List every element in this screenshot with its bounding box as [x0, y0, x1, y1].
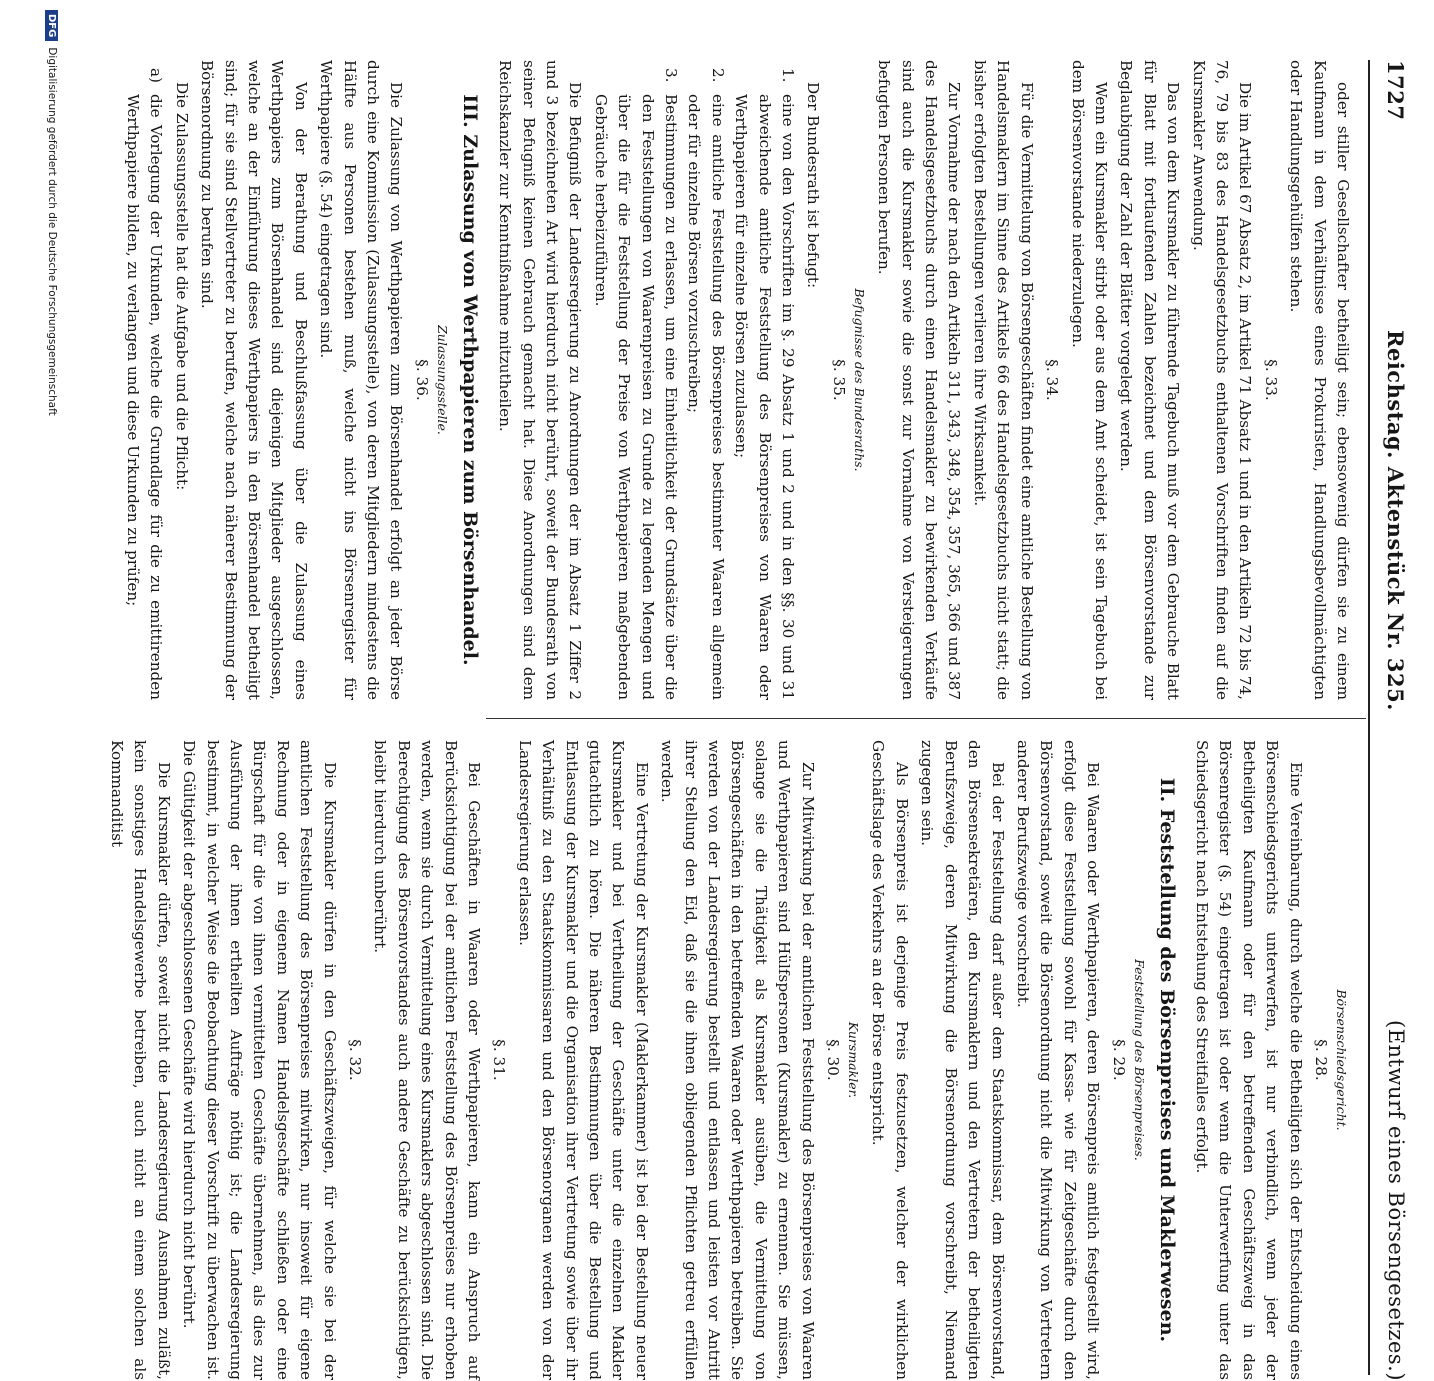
list-item-number: a) [147, 68, 166, 83]
list-item [121, 68, 168, 700]
section-number: §. 31. [490, 1039, 509, 1081]
list-item-text: eine amtliche Feststellung des Börsenpreises bestimmter Waaren allgemein oder für einzelne Börsen vorzuschreiben; [685, 94, 727, 700]
paragraph: Die Kursmakler dürfen, soweit nicht die Landesregierung Ausnahmen zuläßt, kein sonstiges Handelsgewerbe betreiben, auch nicht an einem solchen als Kommanditist [107, 740, 173, 1380]
paragraph: Von der Berathung und Beschlußfassung über die Zulassung eines Werthpapiers zum Börsenhandel sind diejenigen Mitglieder ausgeschlossen, welche an der Einführung dieses Werthpapiers in den Börsenhandel betheiligt sind; für sie sind Stellvertreter zu berufen, welche nach näherer Bestimmung der Börsenordnung zu berufen sind. [198, 60, 310, 700]
section-heading: Kursmakler. [846, 1021, 862, 1099]
section-heading: Feststellung des Börsenpreises. [1131, 959, 1147, 1161]
paragraph: Als Börsenpreis ist derjenige Preis festzusetzen, welcher der wirklichen Geschäftslage des Verkehrs an der Börse entspricht. [869, 740, 911, 1380]
enumerated-list [121, 60, 168, 700]
paragraph: Die im Artikel 67 Absatz 2, im Artikel 71 Absatz 1 und in den Artikeln 72 bis 74, 76, 79 bis 83 des Handelsgesetzbuchs enthaltenen Vorschriften finden auf die Kursmakler Anwendung. [1189, 60, 1255, 700]
text-column-left [123, 60, 1354, 700]
list-item [682, 68, 729, 700]
list-item-text: Bestimmungen zu erlassen, um eine Einheitlichkeit der Grundsätze über die den Feststellungen von Waarenpreisen zu Grunde zu legenden Mengen und über die für die Feststellung der Preise von Werthpapieren maßgebenden Gebräuche herbeizuführen. [591, 94, 681, 700]
section-heading: Börsenschiedsgericht. [1334, 989, 1349, 1131]
section-number: §. 34. [1043, 359, 1062, 401]
credit-text: Digitalisierung gefördert durch die Deutsche Forschungsgemeinschaft [46, 47, 58, 416]
paragraph: Zur Mitwirkung bei der amtlichen Feststellung des Börsenpreises von Waaren und Werthpapieren sind Hülfspersonen (Kursmakler) zu ernennen. Sie müssen, solange sie die Thätigkeit als Kursmakler ausüben, die Vermittelung von Börsengeschäften in den betreffenden Waaren oder Werthpapieren betreiben. Sie werden von der Landesregierung bestellt und entlassen und leisten vor Antritt ihrer Stellung den Eid, daß sie die ihnen obliegenden Pflichten getreu erfüllen werden. [658, 740, 817, 1380]
dfg-logo: DFG [45, 10, 58, 41]
paragraph: Die Kursmakler dürfen in den Geschäftszweigen, für welche sie bei der amtlichen Feststellung des Börsenpreises mitwirken, nur insoweit für eigene Rechnung oder in eigenem Namen Handelsgeschäfte schließen oder eine Bürgschaft für die von ihnen vermittelten Geschäfte übernehmen, als dies zur Ausführung der ihnen ertheilten Aufträge nöthig ist; die Landesregierung bestimmt, in welcher Weise die Beobachtung dieser Vorschrift zu überwachen ist. Die Gültigkeit der abgeschlossenen Geschäfte wird hierdurch nicht berührt. [180, 740, 339, 1380]
section-number: §. 28. [1312, 1039, 1330, 1081]
paragraph: Bei der Feststellung darf außer dem Staatskommissar, dem Börsenvorstand, den Börsensekretären, den Kursmaklern und den Vertretern der betheiligten Berufszweige, deren Mitwirkung die Börsenordnung vorschreibt, Niemand zugegen sein. [918, 740, 1007, 1380]
list-item [729, 68, 799, 700]
paragraph: Die Befugniß der Landesregierung zu Anordnungen der im Absatz 1 Ziffer 2 und 3 bezeichneten Art wird hierdurch nicht berührt, soweit der Bundesrath von seiner Befugniß keinen Gebrauch gemacht hat. Diese Anordnungen sind dem Reichskanzler zur Kenntnißnahme mitzutheilen. [496, 60, 585, 700]
paragraph: Bei Geschäften in Waaren oder Werthpapieren, kann ein Anspruch auf Berücksichtigung bei der amtlichen Feststellung des Börsenpreises nur erhoben werden, wenn sie durch Vermittelung eines Kursmaklers abgeschlossen sind. Die Berechtigung des Börsenvorstandes auch andere Geschäfte zu berücksichtigen, bleibt hierdurch unberührt. [371, 740, 483, 1380]
list-item-number: 2. [708, 68, 727, 83]
paragraph: Die Zulassungsstelle hat die Aufgabe und die Pflicht: [172, 82, 191, 491]
text-column-right [107, 740, 1354, 1380]
chapter-heading: III. Zulassung von Werthpapieren zum Börsenhandel. [458, 94, 481, 666]
chapter-heading: II. Feststellung des Börsenpreises und Maklerwesen. [1155, 777, 1178, 1343]
section-number: §. 32. [345, 1039, 364, 1081]
paragraph: Wenn ein Kursmakler stirbt oder aus dem Amt scheidet, ist sein Tagebuch bei dem Börsenvorstande niederzulegen. [1068, 60, 1110, 700]
section-number: §. 29. [1109, 1039, 1128, 1081]
running-title: Reichstag. Aktenstück Nr. 325. [1383, 330, 1408, 711]
header-rule [1368, 60, 1370, 1375]
section-heading: Befugnisse des Bundesraths. [851, 288, 867, 472]
list-item-number: 1. [779, 68, 798, 83]
list-item-text: die Vorlegung der Urkunden, welche die Grundlage für die zu emittirenden Werthpapiere bilden, zu verlangen und diese Urkunden zu prüfen; [123, 94, 166, 700]
paragraph: Bei Waaren oder Werthpapieren, deren Börsenpreis amtlich festgestellt wird, erfolgt diese Feststellung sowohl für Kassa- wie für Zeitgeschäfte durch den Börsenvorstand, soweit die Börsenordnung nicht die Mitwirkung von Vertretern anderer Berufszweige vorschreibt. [1013, 740, 1103, 1380]
section-number: §. 30. [824, 1039, 843, 1081]
paragraph: oder stiller Gesellschafter betheiligt sein; ebensowenig dürfen sie zu einem Kaufmann in dem Verhältnisse eines Prokuristen, Handlungsbevollmächtigten oder Handlungsgehülfen stehen. [1287, 60, 1352, 700]
running-subtitle: (Entwurf eines Börsengesetzes.) [1384, 1020, 1408, 1381]
paragraph: Die Zulassung von Werthpapieren zum Börsenhandel erfolgt an jeder Börse durch eine Kommission (Zulassungsstelle), von deren Mitgliedern mindestens die Hälfte aus Personen bestehen muß, welche nicht ins Börsenregister für Werthpapiere (§. 54) eingetragen sind. [317, 60, 406, 700]
section-number: §. 33. [1261, 359, 1280, 401]
list-item-text: eine von den Vorschriften im §. 29 Absatz 1 und 2 und in den §§. 30 und 31 abweichende amtliche Feststellung des Börsenpreises von Waaren oder Werthpapieren für einzelne Börsen zuzulassen; [732, 94, 798, 700]
paragraph: Für die Vermittelung von Börsengeschäften findet eine amtliche Bestellung von Handelsmaklern im Sinne des Artikels 66 des Handelsgesetzbuchs nicht statt; die bisher erfolgten Bestellungen verlieren ihre Wirksamkeit. [970, 60, 1036, 700]
paragraph: Der Bundesrath ist befugt: [804, 82, 823, 289]
list-item [588, 68, 682, 700]
paragraph: Eine Vereinbarung, durch welche die Betheiligten sich der Entscheidung eines Börsenschiedsgerichts unterwerfen, ist nur verbindlich, wenn jeder der Betheiligten Kaufmann oder für den betreffenden Geschäftszweig in das Börsenregister (§. 54) eingetragen ist oder wenn die Unterwerfung unter das Schiedsgericht nach Entstehung des Streitfalles erfolgt. [1192, 740, 1305, 1380]
list-item-number: 3. [662, 68, 681, 83]
page-number: 1727 [1383, 60, 1408, 121]
paragraph: Das von dem Kursmakler zu führende Tagebuch muß vor dem Gebrauche Blatt für Blatt mit fortlaufenden Zahlen bezeichnet und dem Börsenvorstande zur Beglaubigung der Zahl der Blätter vorgelegt werden. [1117, 60, 1183, 700]
section-number: §. 36. [412, 359, 431, 401]
enumerated-list [588, 60, 799, 700]
section-heading: Zulassungsstelle. [434, 325, 450, 435]
paragraph: Zur Vornahme der nach den Artikeln 311, 343, 348, 354, 357, 365, 366 und 387 des Handelsgesetzbuchs durch einen Handelsmakler zu bewirkenden Verkäufe sind auch die Kursmakler sowie die sonst zur Vornahme von Versteigerungen befugten Personen berufen. [875, 60, 964, 700]
column-divider [486, 718, 1366, 719]
section-number: §. 35. [829, 359, 848, 401]
digitization-credit [36, 10, 58, 990]
paragraph: Eine Vertretung der Kursmakler (Maklerkammer) ist bei der Bestellung neuer Kursmakler und bei Vertheilung der Geschäfte unter die einzelnen Makler gutachtlich zu hören. Die näheren Bestimmungen über die Bestellung und Entlassung der Kursmakler und die Organisation ihrer Vertretung sowie über ihr Verhältniß zu den Staatskommissaren und den Börsenorganen werden von der Landesregierung erlassen. [515, 740, 651, 1380]
